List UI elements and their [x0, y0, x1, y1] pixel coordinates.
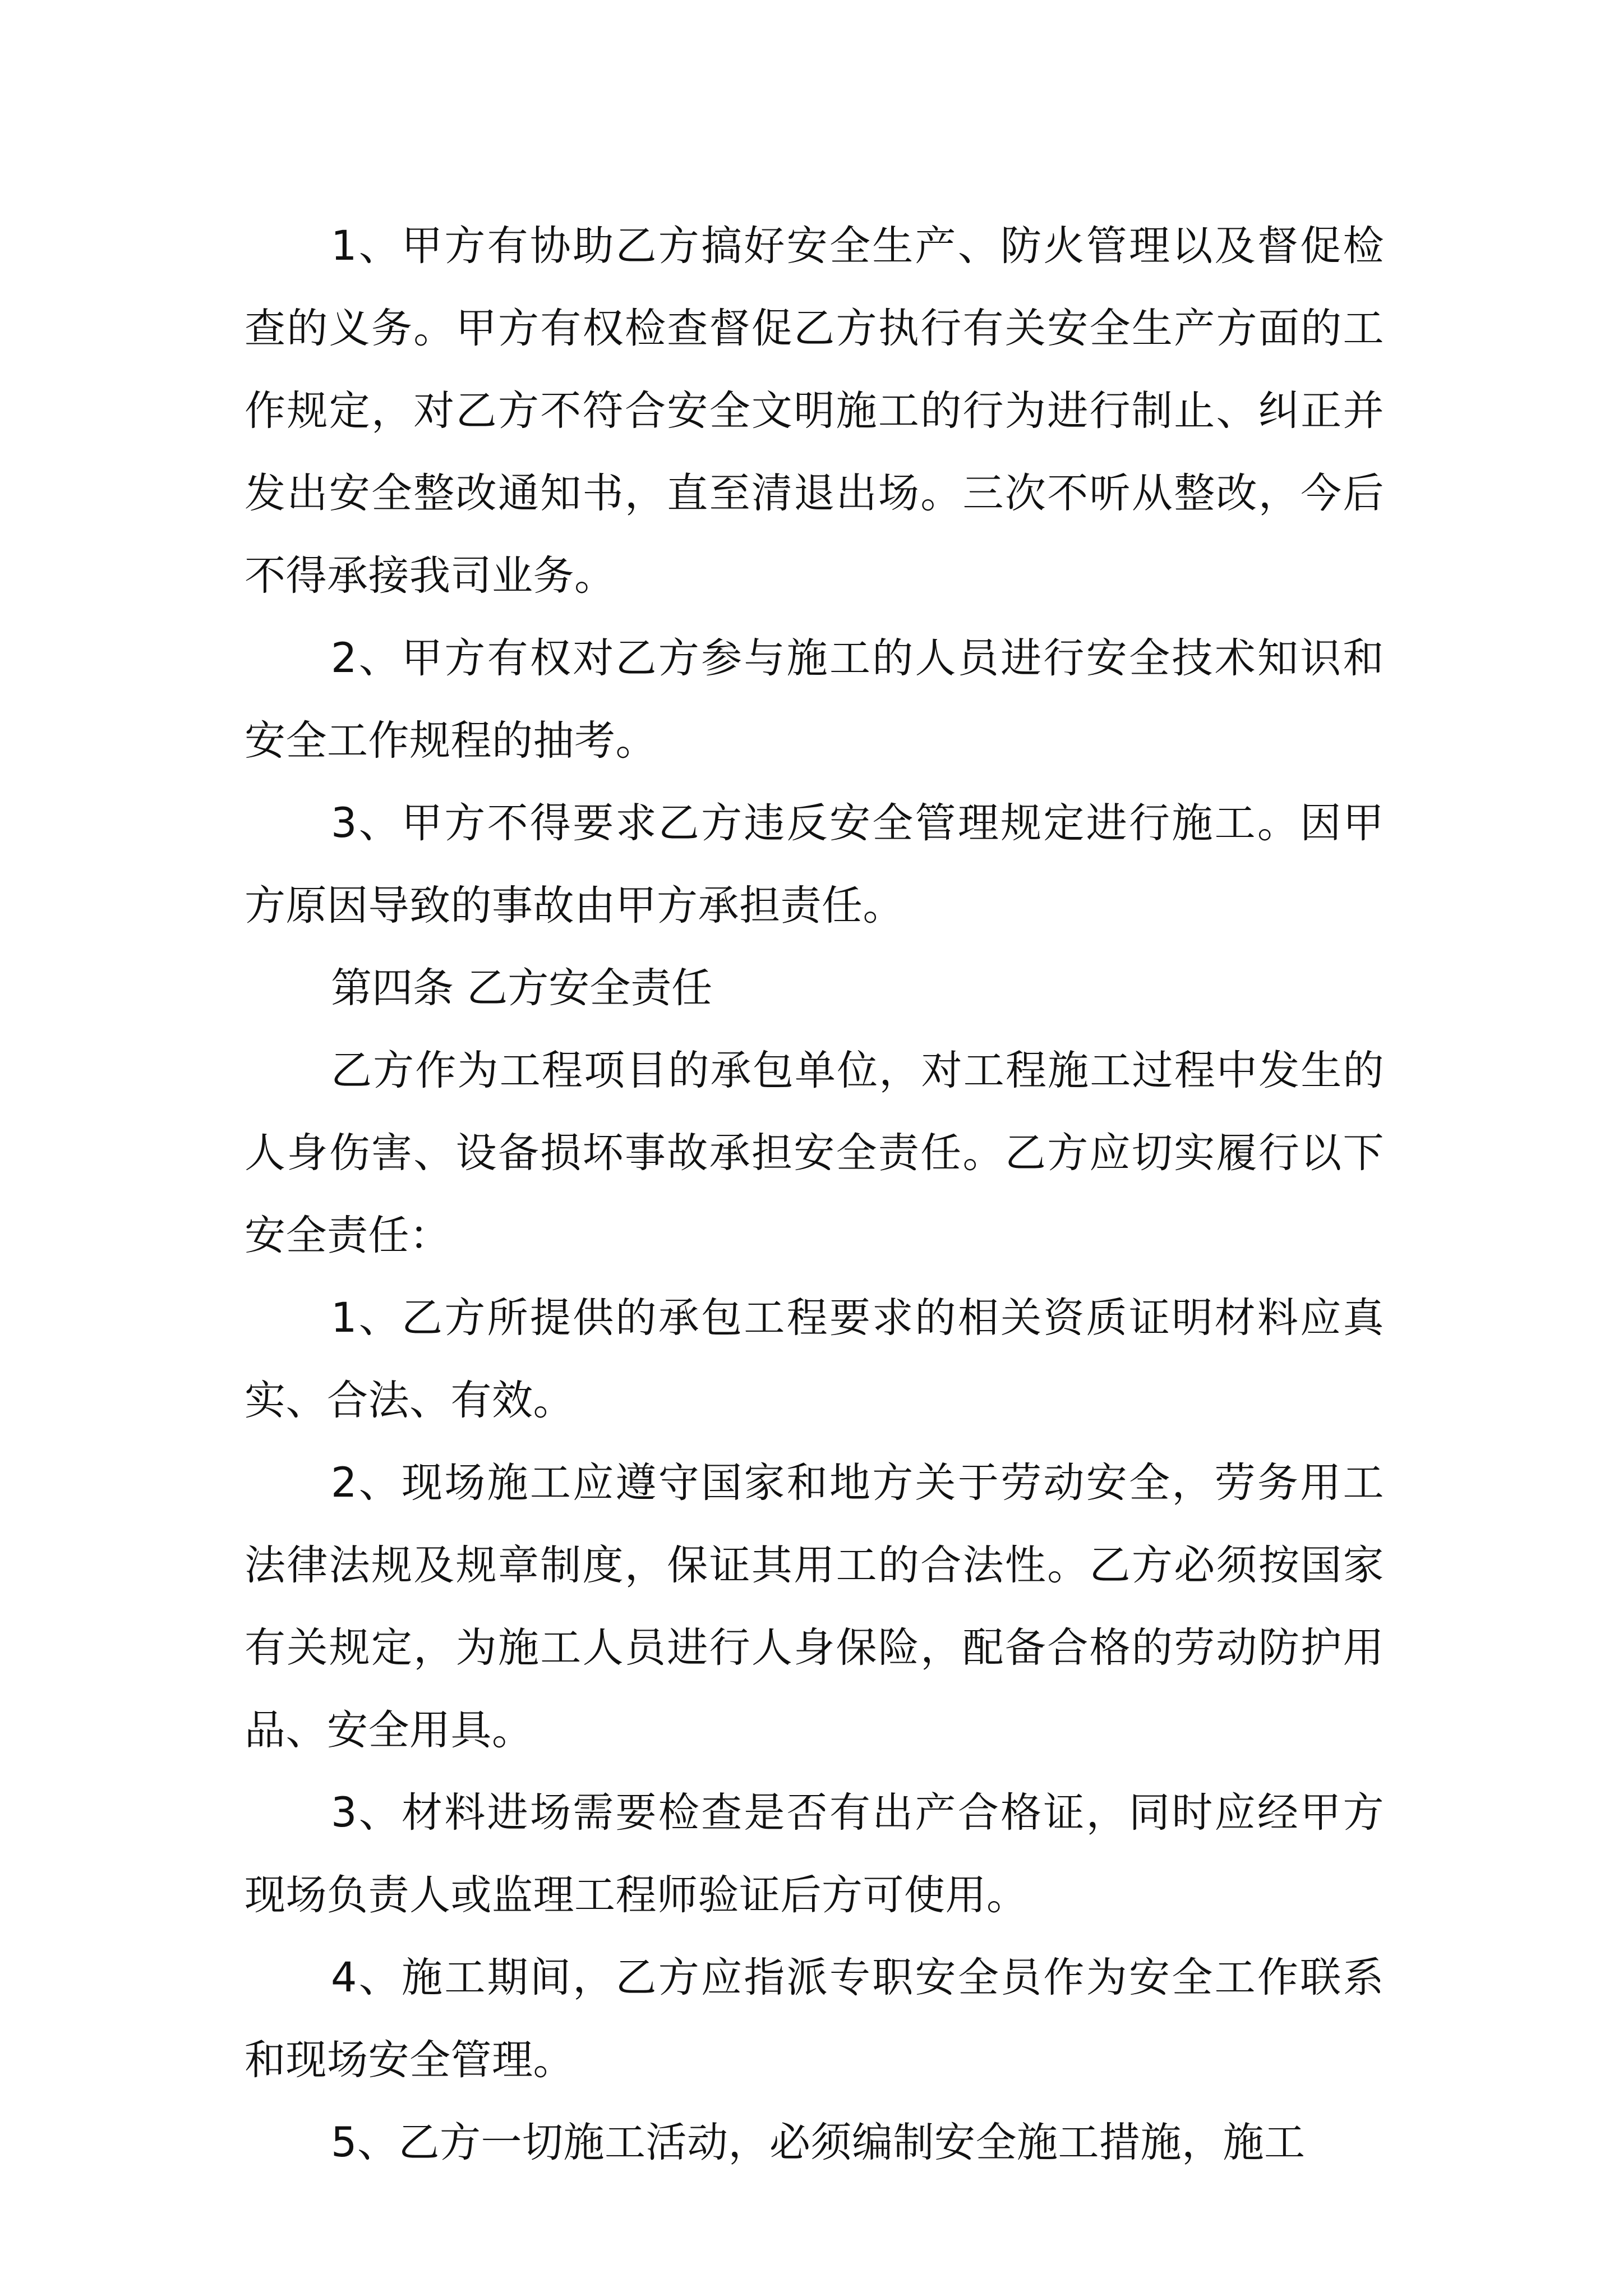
document-body	[245, 205, 1384, 2184]
paragraph-party-b-duty-1: 1、乙方所提供的承包工程要求的相关资质证明材料应真实、合法、有效。	[245, 1294, 1384, 1424]
paragraph-party-a-duty-2: 2、甲方有权对乙方参与施工的人员进行安全技术知识和安全工作规程的抽考。	[245, 634, 1384, 765]
paragraph-party-b-duty-5: 5、乙方一切施工活动，必须编制安全施工措施，施工	[331, 2119, 1306, 2166]
paragraph-party-a-duty-3: 3、甲方不得要求乙方违反安全管理规定进行施工。因甲方原因导致的事故由甲方承担责任。	[245, 799, 1384, 930]
section-heading-article-4: 第四条 乙方安全责任	[331, 964, 713, 1012]
paragraph-party-b-duty-3: 3、材料进场需要检查是否有出产合格证，同时应经甲方现场负责人或监理工程师验证后方可使用。	[245, 1789, 1384, 1919]
paragraph-party-b-duty-2: 2、现场施工应遵守国家和地方关于劳动安全，劳务用工法律法规及规章制度，保证其用工的合法性。乙方必须按国家有关规定，为施工人员进行人身保险，配备合格的劳动防护用品、安全用具。	[245, 1459, 1384, 1754]
paragraph-party-b-duty-4: 4、施工期间，乙方应指派专职安全员作为安全工作联系和现场安全管理。	[245, 1954, 1384, 2084]
paragraph-party-a-duty-1: 1、甲方有协助乙方搞好安全生产、防火管理以及督促检查的义务。甲方有权检查督促乙方执行有关安全生产方面的工作规定，对乙方不符合安全文明施工的行为进行制止、纠正并发出安全整改通知书，直至清退出场。三次不听从整改，今后不得承接我司业务。	[245, 222, 1384, 600]
paragraph-party-b-intro: 乙方作为工程项目的承包单位，对工程施工过程中发生的人身伤害、设备损坏事故承担安全责任。乙方应切实履行以下安全责任：	[245, 1047, 1384, 1259]
